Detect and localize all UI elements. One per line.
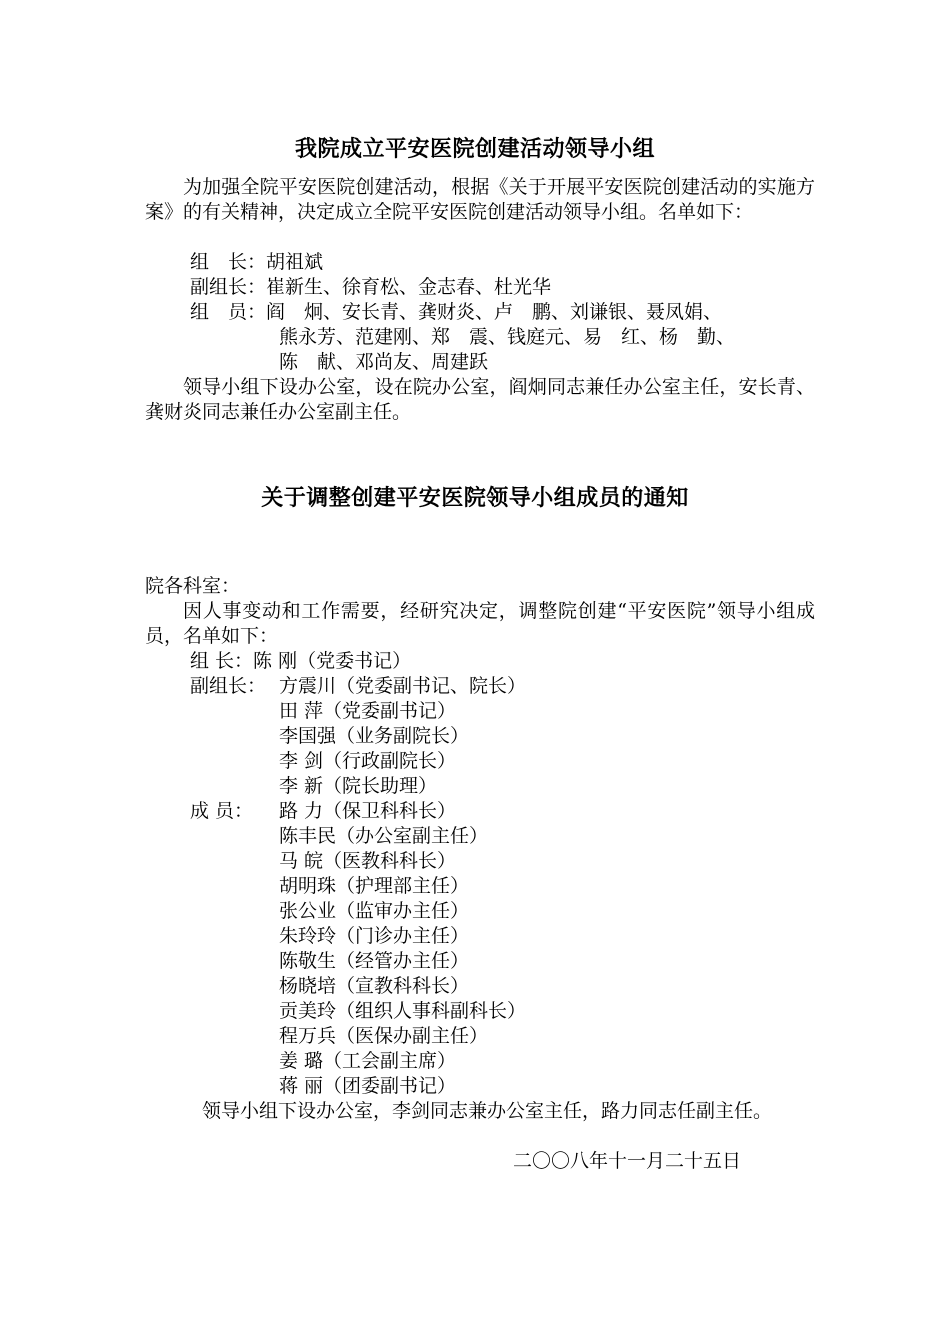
section2-office-note: 领导小组下设办公室，李剑同志兼办公室主任，路力同志任副主任。 (202, 1100, 773, 1122)
section2-deputy: 李国强（业务副院长） (279, 725, 470, 747)
section1-leader: 组 长：胡祖斌 (190, 251, 324, 273)
section2-title: 关于调整创建平安医院领导小组成员的通知 (261, 486, 689, 511)
section1-deputies: 副组长：崔新生、徐育松、金志春、杜光华 (190, 276, 552, 298)
section2-salutation: 院各科室： (145, 575, 241, 597)
section1-members-line-3: 陈 献、邓尚友、周建跃 (279, 351, 489, 373)
section2-deputy: 李 剑（行政副院长） (279, 750, 457, 772)
section2-member-label: 成 员： (190, 800, 254, 822)
section2-member: 胡明珠（护理部主任） (279, 875, 470, 897)
section2-member: 路 力（保卫科科长） (279, 800, 457, 822)
section2-member: 陈敬生（经管办主任） (279, 950, 470, 972)
section2-leader: 组 长：陈 刚（党委书记） (190, 650, 412, 672)
section2-member: 程万兵（医保办副主任） (279, 1025, 489, 1047)
section1-intro: 为加强全院平安医院创建活动，根据《关于开展平安医院创建活动的实施方案》的有关精神，决定成立全院平安医院创建活动领导小组。名单如下： (145, 176, 815, 223)
section2-deputy: 李 新（院长助理） (279, 775, 438, 797)
section2-member: 姜 璐（工会副主席） (279, 1050, 457, 1072)
section2-deputy: 田 萍（党委副书记） (279, 700, 457, 722)
section2-member: 杨晓培（宣教科科长） (279, 975, 470, 997)
section2-date: 二〇〇八年十一月二十五日 (513, 1150, 742, 1172)
section2-member: 蒋 丽（团委副书记） (279, 1075, 457, 1097)
section2-member: 张公业（监审办主任） (279, 900, 470, 922)
section1-members-line-2: 熊永芳、范建刚、郑 震、钱庭元、易 红、杨 勤、 (279, 326, 736, 348)
section1-title: 我院成立平安医院创建活动领导小组 (294, 137, 655, 162)
section2-intro: 因人事变动和工作需要，经研究决定，调整院创建“平安医院”领导小组成员，名单如下： (145, 600, 815, 647)
section2-member: 贡美玲（组织人事科副科长） (279, 1000, 527, 1022)
section2-member: 马 皖（医教科科长） (279, 850, 457, 872)
section1-members-line-1: 组 员：阎 炯、安长青、龚财炎、卢 鹏、刘谦银、聂凤娟、 (190, 301, 723, 323)
section1-office-note: 领导小组下设办公室，设在院办公室，阎炯同志兼任办公室主任，安长青、龚财炎同志兼任办公室副主任。 (145, 376, 815, 423)
section2-member: 朱玲玲（门诊办主任） (279, 925, 470, 947)
section2-deputy: 方震川（党委副书记、院长） (279, 675, 527, 697)
section2-member: 陈丰民（办公室副主任） (279, 825, 489, 847)
section2-deputy-label: 副组长： (190, 675, 267, 697)
